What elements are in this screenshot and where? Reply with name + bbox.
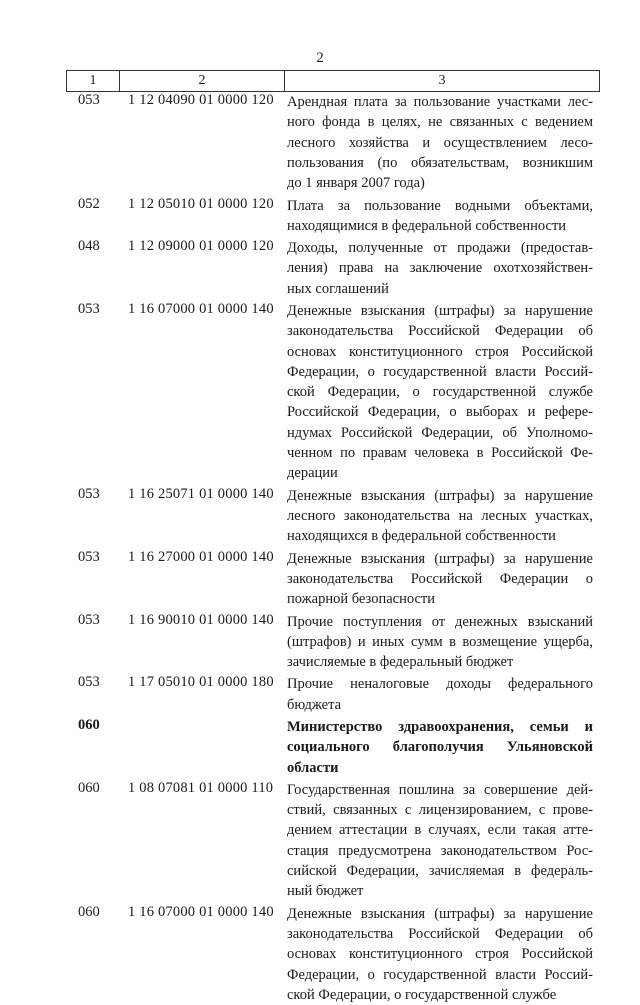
- row-description: [287, 674, 593, 715]
- row-description: [287, 549, 593, 610]
- row-code: 048: [78, 238, 100, 255]
- row-kbk: 1 16 25071 01 0000 140: [128, 485, 274, 502]
- description-line: (штрафов) и иных сумм в возмещение ущерба,: [287, 633, 593, 650]
- description-line: Прочие поступления от денежных взысканий: [287, 613, 593, 630]
- row-kbk: 1 16 90010 01 0000 140: [128, 611, 274, 628]
- description-line: законодательства Российской Федерации об: [287, 323, 593, 340]
- description-line: законодательства Российской Федерации об: [287, 925, 593, 942]
- description-line: области: [287, 759, 339, 776]
- description-line: ного фонда в целях, не связанных с ведением: [287, 114, 593, 131]
- description-line: до 1 января 2007 года): [287, 175, 425, 192]
- description-line: Российской Федерации, о выборах и рефере-: [287, 404, 593, 421]
- description-line: пользования (по обязательствам, возникшим: [287, 154, 593, 171]
- description-line: Денежные взыскания (штрафы) за нарушение: [287, 487, 593, 504]
- header-col-2: 2: [120, 71, 285, 91]
- description-line: Плата за пользование водными объектами,: [287, 197, 593, 214]
- description-line: ской Федерации, о государственной службе: [287, 384, 593, 401]
- description-line: ской Федерации, о государственной службе: [287, 986, 557, 1003]
- description-line: находящихся в федеральной собственности: [287, 528, 556, 545]
- description-line: Денежные взыскания (штрафы) за нарушение: [287, 303, 593, 319]
- description-line: ствий, связанных с лицензированием, с прове-: [287, 802, 593, 819]
- description-line: ления) права на заключение охотхозяйствен-: [287, 260, 593, 277]
- row-code: 053: [78, 674, 100, 691]
- description-line: законодательства Российской Федерации о: [287, 570, 593, 587]
- description-line: основах конституционного строя Российской: [287, 343, 593, 360]
- description-line: Денежные взыскания (штрафы) за нарушение: [287, 550, 593, 567]
- description-line: сийской Федерации, зачисляемая в федераль-: [287, 863, 593, 880]
- row-kbk: 1 08 07081 01 0000 110: [128, 779, 274, 796]
- table-header-row: [66, 70, 600, 92]
- row-code: 052: [78, 195, 100, 212]
- row-kbk: 1 16 27000 01 0000 140: [128, 548, 274, 565]
- description-line: Федерации, о государственной власти Россий-: [287, 363, 593, 380]
- row-code: 053: [78, 92, 100, 108]
- row-code: 060: [78, 779, 100, 796]
- row-kbk: 1 12 04090 01 0000 120: [128, 92, 274, 108]
- description-line: Денежные взыскания (штрафы) за нарушение: [287, 905, 593, 922]
- row-code: 053: [78, 485, 100, 502]
- row-code: 060: [78, 903, 100, 920]
- row-code: 060: [78, 717, 100, 733]
- row-code: 053: [78, 548, 100, 565]
- description-line: бюджета: [287, 696, 342, 713]
- row-code: 053: [78, 611, 100, 628]
- description-line: находящимися в федеральной собственности: [287, 217, 567, 234]
- description-line: пожарной безопасности: [287, 591, 435, 608]
- page-number: 2: [316, 50, 324, 66]
- description-line: основах конституционного строя Российской: [287, 946, 593, 963]
- row-kbk: 1 12 09000 01 0000 120: [128, 238, 274, 255]
- description-line: лесного законодательства на лесных участках,: [287, 507, 593, 524]
- header-col-3: 3: [438, 73, 446, 88]
- description-line: стация предусмотрена законодательством Рос-: [287, 842, 593, 859]
- description-line: социального благополучия Ульяновской: [287, 739, 593, 756]
- description-line: дерации: [287, 465, 338, 482]
- description-line: Арендная плата за пользование участками лес-: [287, 94, 593, 110]
- description-line: Федерации, о государственной власти Россий-: [287, 966, 593, 983]
- row-kbk: 1 16 07000 01 0000 140: [128, 301, 274, 317]
- description-line: ндумах Российской Федерации, об Уполномо-: [287, 424, 593, 441]
- description-line: лесного хозяйства и осуществлением лесо-: [287, 134, 593, 151]
- row-kbk: 1 17 05010 01 0000 180: [128, 674, 274, 691]
- description-line: Доходы, полученные от продажи (предостав-: [287, 240, 593, 257]
- row-code: 053: [78, 301, 100, 317]
- description-line: ных соглашений: [287, 280, 389, 297]
- description-line: зачисляемые в федеральный бюджет: [287, 654, 514, 671]
- description-line: Прочие неналоговые доходы федерального: [287, 676, 593, 693]
- description-line: дением аттестации в случаях, если такая атте-: [287, 822, 593, 839]
- row-kbk: 1 16 07000 01 0000 140: [128, 903, 274, 920]
- row-description: [287, 904, 593, 1005]
- row-description: [287, 301, 593, 484]
- row-description: [287, 780, 593, 902]
- description-line: Государственная пошлина за совершение дей-: [287, 781, 593, 798]
- header-col-1: 1: [67, 71, 120, 91]
- description-line: ный бюджет: [287, 883, 364, 900]
- row-description: [287, 238, 593, 299]
- description-line: ченном по правам человека в Российской Фе-: [287, 445, 593, 462]
- row-kbk: 1 12 05010 01 0000 120: [128, 195, 274, 212]
- row-description: [287, 717, 593, 778]
- row-description: [287, 196, 593, 237]
- row-description: [287, 92, 593, 193]
- row-description: [287, 486, 593, 547]
- row-description: [287, 612, 593, 673]
- description-line: Министерство здравоохранения, семьи и: [287, 719, 593, 735]
